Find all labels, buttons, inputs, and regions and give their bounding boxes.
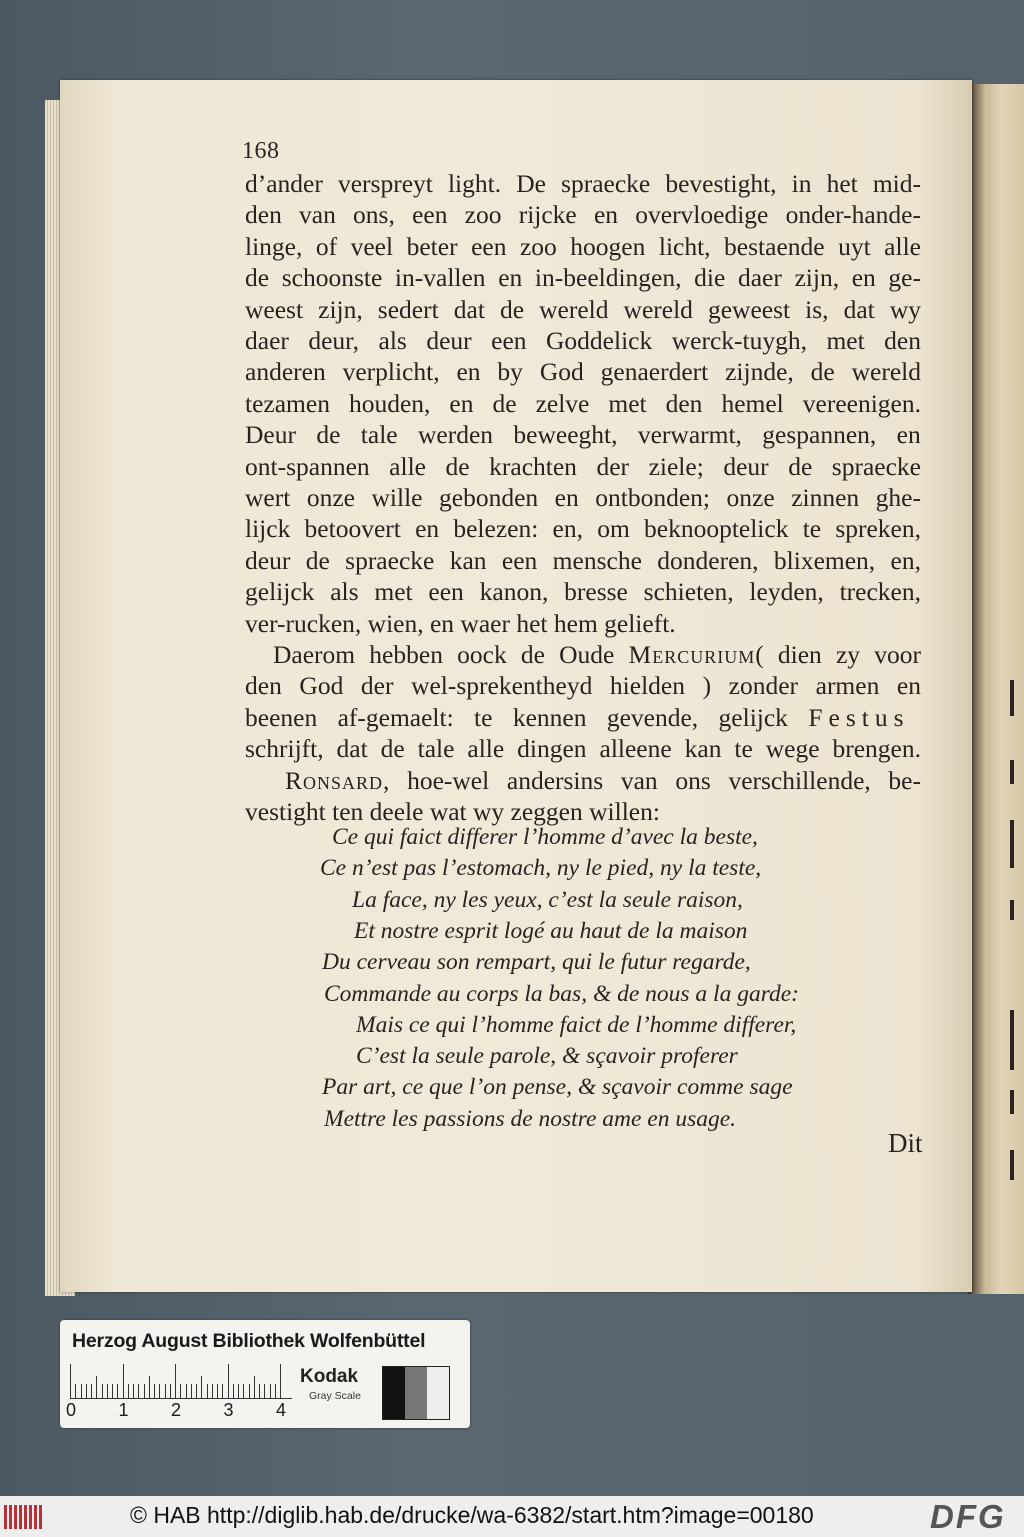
prose-line bbox=[245, 545, 921, 576]
prose-segment: schrijft, dat de tale alle dingen alleene kan te wege brengen. bbox=[245, 734, 921, 764]
edge-ink-mark bbox=[1010, 900, 1014, 920]
ruler-tick bbox=[149, 1376, 150, 1398]
catchword: Dit bbox=[888, 1128, 923, 1158]
verse-line: Commande au corps la bas, & de nous a la garde: bbox=[324, 980, 799, 1007]
verse-line: Mais ce qui l’homme faict de l’homme differer, bbox=[356, 1011, 797, 1038]
verse-line: Du cerveau son rempart, qui le futur regarde, bbox=[322, 949, 751, 976]
prose-segment: beenen af-gemaelt: te kennen gevende, gelijck bbox=[245, 702, 809, 732]
prose-line bbox=[245, 388, 921, 419]
footer-bar bbox=[0, 1496, 1024, 1537]
ruler-tick bbox=[81, 1384, 82, 1398]
prose-segment: ( dien zy voor bbox=[755, 640, 921, 669]
ruler-tick bbox=[144, 1384, 145, 1398]
verse-line: Mettre les passions de nostre ame en usage. bbox=[324, 1105, 737, 1132]
page-number: 168 bbox=[242, 138, 280, 164]
ruler-tick bbox=[238, 1384, 239, 1398]
prose-segment: Ronsard bbox=[285, 765, 384, 795]
ruler-tick bbox=[201, 1376, 202, 1398]
prose-segment: linge, of veel beter een zoo hoogen licht, bestaende uyt alle bbox=[245, 231, 921, 261]
ruler-tick bbox=[243, 1384, 244, 1398]
prose-segment: ver-rucken, wien, en waer het hem gelieft. bbox=[245, 608, 676, 638]
ruler-tick bbox=[123, 1364, 124, 1398]
prose-segment: anderen verplicht, en by God genaerdert zijnde, de wereld bbox=[245, 357, 921, 387]
ruler-number: 0 bbox=[66, 1400, 77, 1420]
prose-segment: daer deur, als deur een Goddelick werck-tuygh, met den bbox=[245, 326, 921, 355]
ruler-tick bbox=[175, 1364, 176, 1398]
verse-line: Et nostre esprit logé au haut de la maison bbox=[354, 917, 748, 944]
ruler-tick bbox=[275, 1384, 276, 1398]
dfg-logo: DFG bbox=[930, 1498, 1006, 1535]
prose-segment: , hoe-wel andersins van ons verschillende, be- bbox=[383, 765, 921, 795]
ruler-tick bbox=[207, 1384, 208, 1398]
ruler-tick bbox=[154, 1384, 155, 1398]
prose-segment: vestight ten deele wat wy zeggen willen: bbox=[245, 797, 660, 826]
ruler-tick bbox=[180, 1384, 181, 1398]
ruler-tick bbox=[117, 1384, 118, 1398]
ruler-tick bbox=[249, 1384, 250, 1398]
verse-line: La face, ny les yeux, c’est la seule raison, bbox=[352, 886, 743, 913]
prose-line bbox=[245, 576, 921, 607]
ruler-tick bbox=[254, 1376, 255, 1398]
ruler-tick bbox=[191, 1384, 192, 1398]
gray-scale-label: Gray Scale bbox=[309, 1390, 361, 1402]
prose-line bbox=[245, 231, 921, 262]
ruler-tick bbox=[96, 1376, 97, 1398]
ruler-number: 3 bbox=[223, 1400, 234, 1420]
prose-line bbox=[245, 168, 921, 199]
prose-segment: den God der wel-sprekentheyd hielden ) zonder armen en bbox=[245, 671, 921, 701]
ruler-tick bbox=[170, 1384, 171, 1398]
prose-line bbox=[245, 262, 921, 293]
prose-line bbox=[245, 294, 921, 325]
library-name: Herzog August Bibliothek Wolfenbüttel bbox=[72, 1330, 426, 1352]
ruler-tick bbox=[70, 1364, 71, 1398]
barcode-icon bbox=[4, 1505, 44, 1529]
ruler-tick bbox=[212, 1384, 213, 1398]
ruler-tick bbox=[138, 1384, 139, 1398]
ruler-tick bbox=[86, 1384, 87, 1398]
edge-ink-mark bbox=[1010, 680, 1014, 716]
prose-segment: deur de spraecke kan een mensche donderen, blixemen, en, bbox=[245, 545, 921, 575]
prose-segment: weest zijn, sedert dat de wereld wereld geweest is, dat wy bbox=[245, 294, 921, 324]
prose-line bbox=[245, 325, 921, 356]
ruler-number: 4 bbox=[276, 1400, 287, 1420]
ruler-tick bbox=[91, 1384, 92, 1398]
verse-line: Par art, ce que l’on pense, & sçavoir comme sage bbox=[322, 1074, 793, 1101]
ruler-tick bbox=[107, 1384, 108, 1398]
ruler-tick bbox=[217, 1384, 218, 1398]
prose-segment: Daerom hebben oock de Oude bbox=[273, 640, 629, 669]
ruler-number: 2 bbox=[171, 1400, 182, 1420]
prose-segment: Festus bbox=[808, 702, 910, 732]
library-label-card bbox=[60, 1320, 470, 1428]
prose-segment: de schoonste in-vallen en in-beeldingen, die daer zijn, en ge- bbox=[245, 263, 921, 293]
prose-segment: wert onze wille gebonden en ontbonden; onze zinnen ghe- bbox=[245, 483, 921, 512]
ruler-tick bbox=[196, 1384, 197, 1398]
adjacent-page-edge bbox=[968, 84, 1024, 1294]
prose-segment: d’ander verspreyt light. De spraecke bevestight, in het mid- bbox=[245, 169, 921, 198]
edge-ink-mark bbox=[1010, 760, 1014, 784]
ruler-tick bbox=[233, 1384, 234, 1398]
prose-line bbox=[245, 702, 910, 733]
ruler-tick bbox=[259, 1384, 260, 1398]
ruler-tick bbox=[159, 1384, 160, 1398]
verse-line: C’est la seule parole, & sçavoir proferer bbox=[356, 1043, 738, 1070]
prose-segment: ont-spannen alle de krachten der ziele; deur de spraecke bbox=[245, 451, 921, 481]
ruler-tick bbox=[222, 1384, 223, 1398]
prose-line bbox=[245, 608, 676, 639]
edge-ink-mark bbox=[1010, 1090, 1014, 1114]
ruler-tick bbox=[280, 1364, 281, 1398]
prose-line bbox=[273, 639, 921, 670]
prose-line bbox=[245, 356, 921, 387]
ruler-tick bbox=[228, 1364, 229, 1398]
ruler-tick bbox=[186, 1384, 187, 1398]
gray-scale-patches bbox=[382, 1366, 450, 1420]
prose-segment: tezamen houden, en de zelve met den hemel vereenigen. bbox=[245, 388, 921, 418]
ruler-tick bbox=[128, 1384, 129, 1398]
prose-segment: Deur de tale werden beweeght, verwarmt, gespannen, en bbox=[245, 420, 921, 450]
ruler-tick bbox=[165, 1384, 166, 1398]
ruler-tick bbox=[270, 1384, 271, 1398]
edge-ink-mark bbox=[1010, 1010, 1014, 1070]
prose-line bbox=[285, 765, 921, 796]
prose-segment: gelijck als met een kanon, bresse schieten, leyden, trecken, bbox=[245, 577, 921, 607]
edge-ink-mark bbox=[1010, 820, 1014, 868]
ruler-tick bbox=[264, 1384, 265, 1398]
prose-segment: Mercurium bbox=[628, 640, 756, 669]
prose-segment: lijck betoovert en belezen: en, om beknooptelick te spreken, bbox=[245, 514, 921, 544]
ruler-tick bbox=[133, 1384, 134, 1398]
kodak-logo: Kodak bbox=[300, 1366, 359, 1387]
ruler-tick bbox=[102, 1384, 103, 1398]
edge-ink-mark bbox=[1010, 1150, 1014, 1180]
prose-line bbox=[245, 419, 921, 450]
ruler-tick bbox=[112, 1384, 113, 1398]
ruler-number: 1 bbox=[118, 1400, 129, 1420]
footer-credit-link[interactable]: © HAB http://diglib.hab.de/drucke/wa-6382/start.htm?image=00180 bbox=[130, 1502, 814, 1528]
prose-line bbox=[245, 670, 921, 701]
prose-line bbox=[245, 199, 921, 230]
prose-line bbox=[245, 451, 921, 482]
prose-line bbox=[245, 733, 921, 764]
verse-line: Ce n’est pas l’estomach, ny le pied, ny la teste, bbox=[320, 855, 762, 882]
verse-line: Ce qui faict differer l’homme d’avec la beste, bbox=[332, 824, 758, 850]
measurement-ruler bbox=[70, 1362, 292, 1399]
prose-line bbox=[245, 513, 921, 544]
ruler-tick bbox=[75, 1384, 76, 1398]
prose-segment: den van ons, een zoo rijcke en overvloedige onder-hande- bbox=[245, 200, 921, 230]
prose-line bbox=[245, 482, 921, 513]
